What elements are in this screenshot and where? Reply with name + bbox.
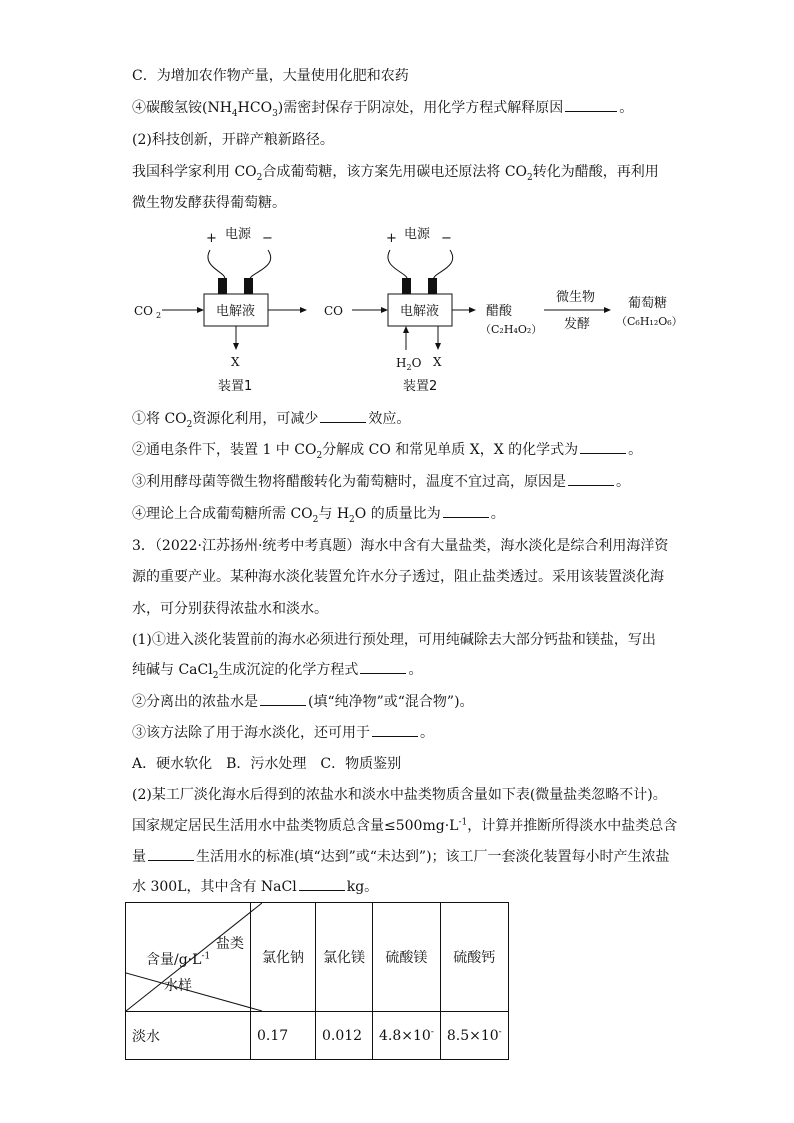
table-row	[126, 1012, 509, 1060]
col-header-caso4: 硫酸钙	[440, 903, 508, 1012]
minus-sign-1: −	[262, 231, 273, 246]
co2-label: CO	[134, 304, 154, 318]
problem-3-line-1: 3．（2022·江苏扬州·统考中考真题）海水中含有大量盐类，海水淡化是综合利用海洋资	[132, 538, 669, 554]
row-label: 淡水	[126, 1012, 251, 1060]
header-content: 含量$/g\cdot L^{-1}$	[146, 951, 211, 968]
h2o-label: $H_2O$	[396, 356, 422, 372]
sub-question-4: ④理论上合成葡萄糖所需 $CO_2$与 $H_2O$ 的质量比为 。	[132, 506, 505, 525]
device-2-label: 装置2	[403, 379, 438, 394]
co-label: CO	[324, 304, 344, 318]
electrode-left-2	[402, 278, 411, 294]
diagonal-header-cell	[126, 903, 251, 1012]
cell-nacl: 0.17	[251, 1012, 316, 1060]
problem-3-line-10: 国家规定居民生活用水中盐类物质总含量$\le 500mg\cdot L^{-1}$，计算并推断所得淡水中盐类总含	[132, 817, 678, 834]
salt-content-table	[125, 902, 509, 1060]
electrode-left-1	[218, 278, 227, 294]
answer-blank[interactable]	[320, 410, 366, 423]
problem-3-line-12: 水 300L，其中含有 NaCl kg。	[132, 879, 379, 895]
answer-blank[interactable]	[443, 505, 489, 518]
answer-blank[interactable]	[299, 878, 345, 891]
wire-right-1	[250, 250, 271, 280]
wire-left-1	[208, 250, 225, 280]
minus-sign-2: −	[441, 231, 452, 246]
electrolysis-diagram	[120, 218, 700, 398]
option-c: C．为增加农作物产量，大量使用化肥和农药	[132, 68, 409, 84]
answer-blank[interactable]	[260, 693, 306, 706]
plus-sign-1: +	[206, 231, 217, 246]
problem-3-line-11: 量 生活用水的标准(填“达到”或“未达到”)；该工厂一套淡化装置每小时产生浓盐	[132, 849, 670, 865]
problem-3-line-2: 源的重要产业。某种海水淡化装置允许水分子透过，阻止盐类透过。采用该装置淡化海	[132, 569, 664, 585]
co2-subscript: 2	[156, 311, 162, 320]
sub-question-2: ②通电条件下，装置 1 中 $CO_2$分解成 CO 和常见单质 X，X 的化学式为 。	[132, 442, 643, 461]
electrode-right-2	[428, 278, 437, 294]
problem-3-options: A．硬水软化 B．污水处理 C．物质鉴别	[132, 756, 402, 772]
electrolyte-label-1: 电解液	[216, 304, 256, 319]
answer-blank[interactable]	[148, 848, 194, 861]
device-1-label: 装置1	[218, 379, 253, 394]
cell-caso4: 8.5×10-	[440, 1012, 508, 1060]
ferment-label: 发酵	[564, 317, 591, 332]
x-label-1: X	[231, 355, 240, 369]
cell-mgso4: 4.8×10-	[373, 1012, 441, 1060]
problem-3-line-5: 纯碱与 CaCl$_2$生成沉淀的化学方程式 。	[132, 662, 423, 681]
x-label-2: X	[433, 355, 442, 369]
header-salt: 盐类	[216, 936, 244, 952]
header-sample: 水样	[164, 978, 192, 994]
answer-blank[interactable]	[565, 99, 617, 112]
power-label-2: 电源	[404, 227, 431, 242]
acetic-acid-label: 醋酸	[486, 304, 513, 319]
problem-3-line-6: ②分离出的浓盐水是 (填“纯净物”或“混合物”)。	[132, 694, 474, 710]
answer-blank[interactable]	[360, 661, 406, 674]
col-header-mgso4: 硫酸镁	[373, 903, 441, 1012]
plus-sign-2: +	[386, 231, 397, 246]
col-header-nacl: 氯化钠	[251, 903, 316, 1012]
electrolyte-label-2: 电解液	[400, 304, 440, 319]
problem-3-line-3: 水，可分别获得浓盐水和淡水。	[132, 601, 328, 617]
power-label-1: 电源	[225, 227, 252, 242]
question-4-ammonium: ④碳酸氢铵$(NH_4HCO_3)$需密封保存于阴凉处，用化学方程式解释原因 。	[132, 100, 634, 119]
answer-blank[interactable]	[580, 441, 626, 454]
acetic-acid-formula: （C₂H₄O₂）	[480, 323, 543, 336]
intro-line-2: 微生物发酵获得葡萄糖。	[132, 195, 286, 211]
problem-3-line-4: (1)①进入淡化装置前的海水必须进行预处理，可用纯碱除去大部分钙盐和镁盐，写出	[132, 632, 656, 648]
problem-3-line-7: ③该方法除了用于海水淡化，还可用于 。	[132, 725, 434, 741]
answer-blank[interactable]	[568, 473, 614, 486]
sub-question-3: ③利用酵母菌等微生物将醋酸转化为葡萄糖时，温度不宜过高，原因是 。	[132, 474, 630, 490]
answer-blank[interactable]	[372, 724, 418, 737]
microbe-label: 微生物	[556, 290, 596, 305]
sub-question-1: ①将 $CO_2$资源化利用，可减少 效应。	[132, 411, 411, 430]
glucose-formula: （C₆H₁₂O₆）	[616, 315, 683, 328]
cell-mgcl2: 0.012	[316, 1012, 373, 1060]
electrode-right-1	[244, 278, 253, 294]
problem-3-line-9: (2)某工厂淡化海水后得到的浓盐水和淡水中盐类物质含量如下表(微量盐类忽略不计)。	[132, 787, 667, 803]
section-heading: (2)科技创新，开辟产粮新路径。	[132, 132, 334, 148]
intro-line-1: 我国科学家利用 $CO_2$合成葡萄糖，该方案先用碳电还原法将 $CO_2$转化为醋酸，再利用	[132, 164, 659, 183]
glucose-label: 葡萄糖	[628, 296, 668, 311]
col-header-mgcl2: 氯化镁	[316, 903, 373, 1012]
